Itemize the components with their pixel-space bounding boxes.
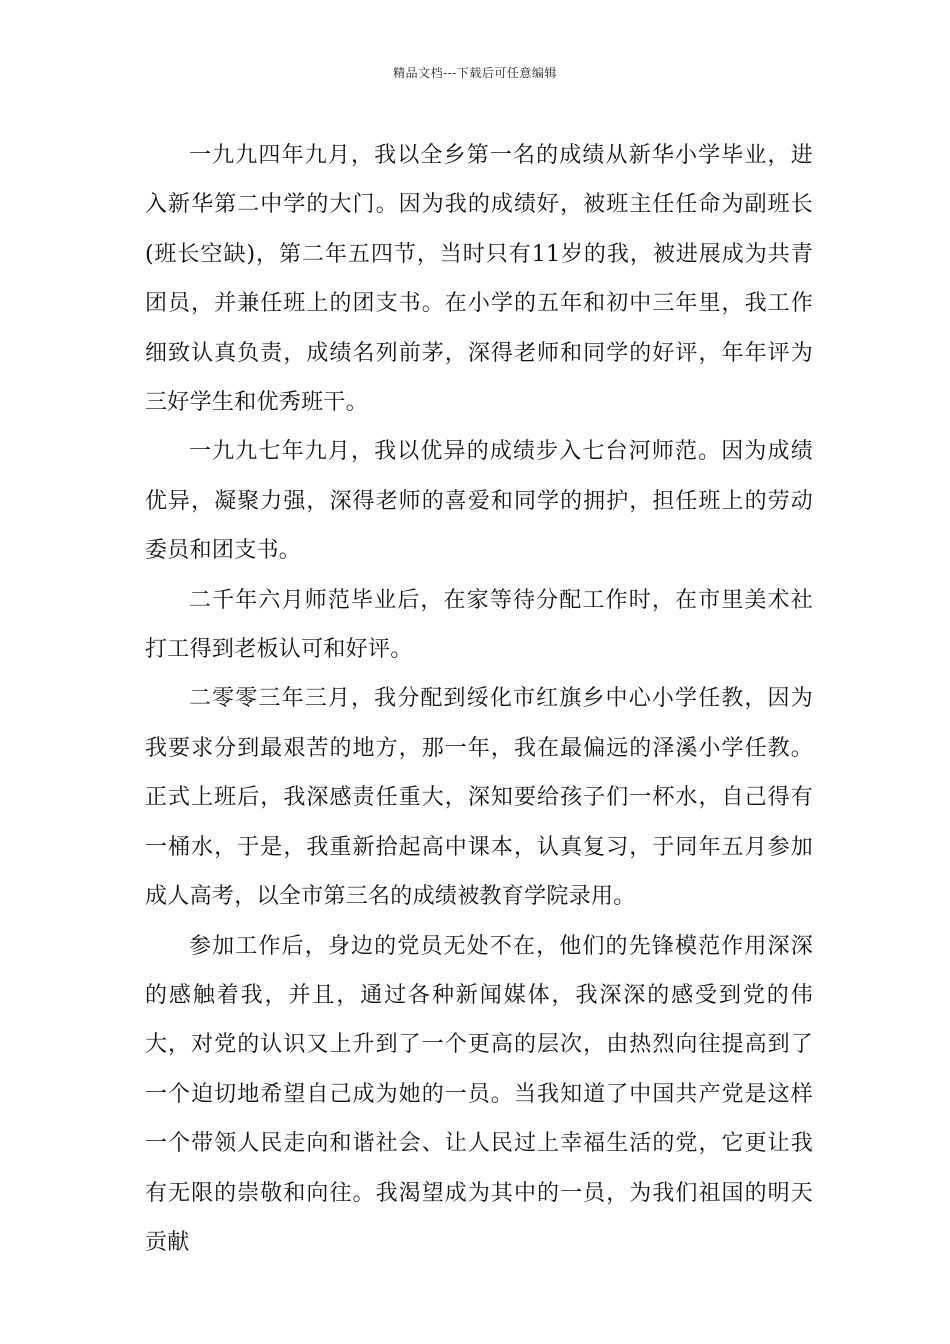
paragraph-4: 二零零三年三月，我分配到绥化市红旗乡中心小学任教，因为我要求分到最艰苦的地方，那一年，我在最偏远的泽溪小学任教。正式上班后，我深感责任重大，深知要给孩子们一杯水，自己得有一桶水，于是，我重新拾起高中课本，认真复习，于同年五月参加成人高考，以全市第三名的成绩被教育学院录用。: [145, 686, 813, 910]
paragraph-3: 二千年六月师范毕业后，在家等待分配工作时，在市里美术社打工得到老板认可和好评。: [145, 587, 813, 663]
paragraph-5: 参加工作后，身边的党员无处不在，他们的先锋模范作用深深的感触着我，并且，通过各种新闻媒体，我深深的感受到党的伟大，对党的认识又上升到了一个更高的层次，由热烈向往提高到了一个迫切地希望自己成为她的一员。当我知道了中国共产党是这样一个带领人民走向和谐社会、让人民过上幸福生活的党，它更让我有无限的崇敬和向往。我渴望成为其中的一员，为我们祖国的明天贡献: [145, 933, 813, 1255]
paragraph-1: 一九九四年九月，我以全乡第一名的成绩从新华小学毕业，进入新华第二中学的大门。因为我的成绩好，被班主任任命为副班长(班长空缺)，第二年五四节，当时只有11岁的我，被进展成为共青团员，并兼任班上的团支书。在小学的五年和初中三年里，我工作细致认真负责，成绩名列前茅，深得老师和同学的好评，年年评为三好学生和优秀班干。: [145, 143, 813, 416]
paragraph-2: 一九九七年九月，我以优异的成绩步入七台河师范。因为成绩优异，凝聚力强，深得老师的喜爱和同学的拥护，担任班上的劳动委员和团支书。: [145, 439, 813, 564]
document-body: [145, 131, 813, 1267]
page-header: 精品文档---下载后可任意编辑: [393, 66, 557, 80]
